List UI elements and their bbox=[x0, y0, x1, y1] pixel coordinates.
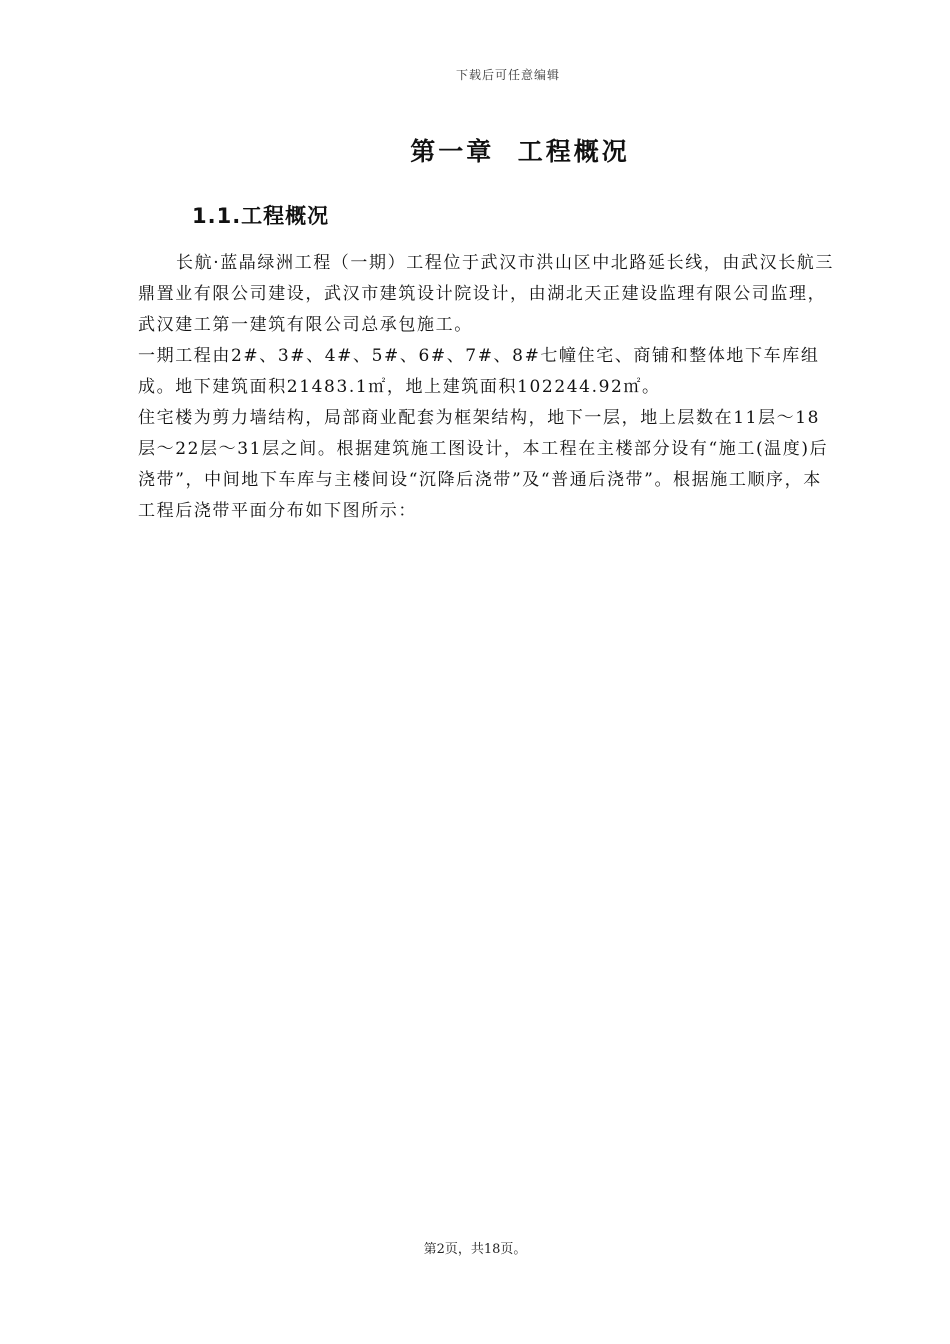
header-note: 下载后可任意编辑 bbox=[455, 68, 560, 82]
chapter-title: 第一章 工程概况 bbox=[410, 137, 630, 166]
paragraph-project-location: 长航·蓝晶绿洲工程（一期）工程位于武汉市洪山区中北路延长线，由武汉长航三鼎置业有限公司建设，武汉市建筑设计院设计，由湖北天正建设监理有限公司监理，武汉建工第一建筑有限公司总承包施工。 bbox=[138, 253, 835, 335]
paragraph-structure: 住宅楼为剪力墙结构，局部商业配套为框架结构，地下一层，地上层数在11层～18层～22层～31层之间。根据建筑施工图设计，本工程在主楼部分设有“施工(温度)后浇带”，中间地下车库与主楼间设“沉降后浇带”及“普通后浇带”。根据施工顺序，本工程后浇带平面分布如下图所示： bbox=[138, 408, 829, 521]
body-text bbox=[138, 248, 838, 527]
paragraph-project-scope: 一期工程由2#、3#、4#、5#、6#、7#、8#七幢住宅、商铺和整体地下车库组成。地下建筑面积21483.1㎡，地上建筑面积102244.92㎡。 bbox=[138, 346, 820, 397]
section-heading: 1.1.工程概况 bbox=[192, 204, 330, 228]
page-number: 第2页，共18页。 bbox=[423, 1242, 527, 1257]
